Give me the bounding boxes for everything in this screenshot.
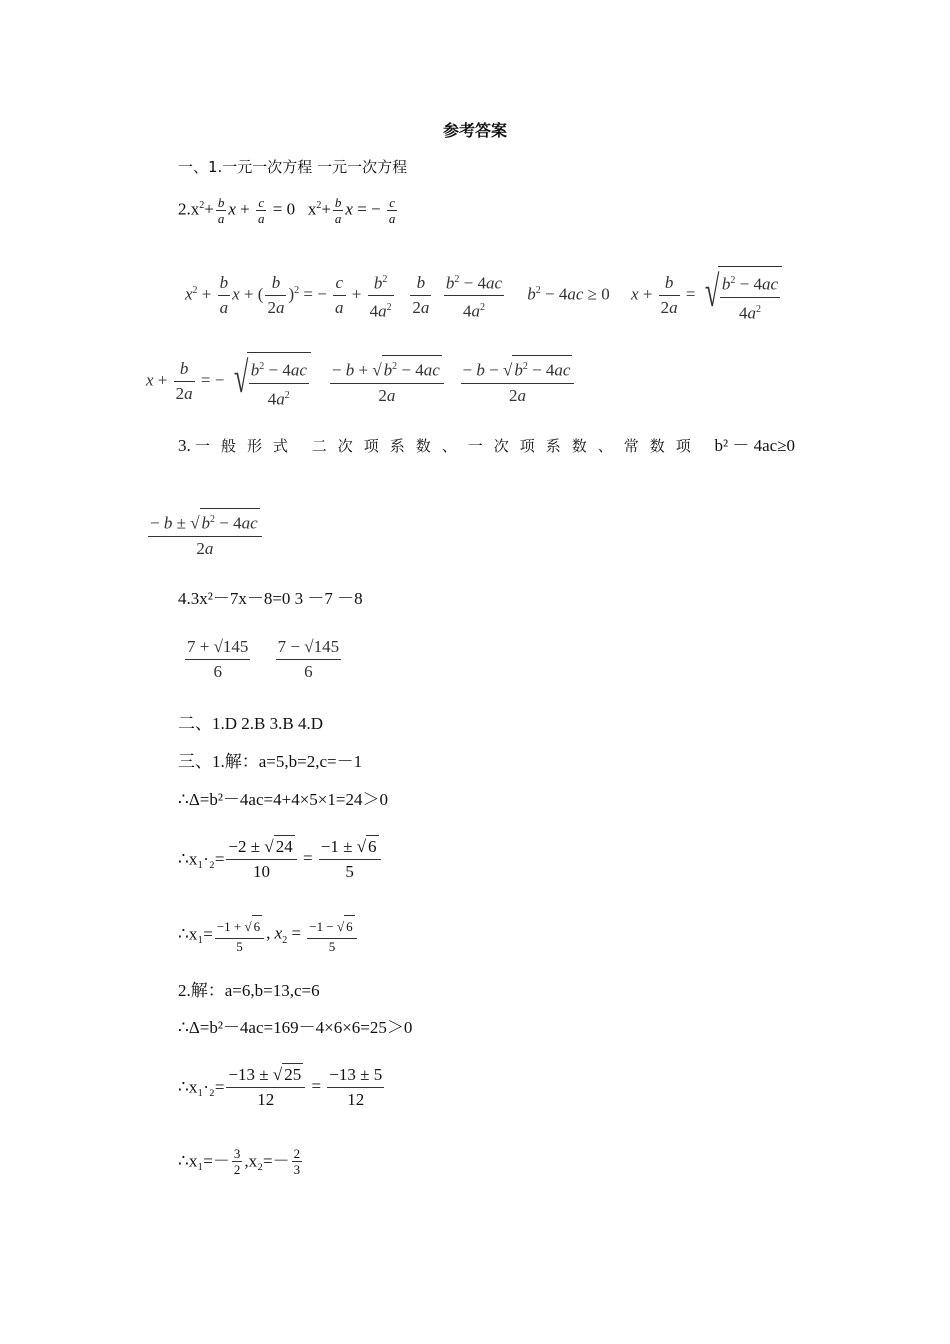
answer-1-2-eq1: $2.x^2+$ $\frac{b}{a}$ x + $\frac{c}{a}$ = 0 $x^2+$ $\frac{b}{a}$ x = − $\frac{c}{a}$ bbox=[178, 195, 396, 227]
answer-1-3-label: 3. bbox=[178, 436, 191, 455]
answer-1-3-text2: 二次项系数、一次项系数、常数项 bbox=[311, 437, 702, 455]
answer-3-2-x1-label: ∴x₁=－ bbox=[178, 1151, 230, 1171]
answer-3-1-intro: 三、1.解：a=5,b=2,c=－1 bbox=[178, 752, 363, 771]
page-title: 参考答案 bbox=[442, 121, 507, 140]
answer-3-2-result: ∴x₁=－ $\frac{3}{2}$ ,x₂=－ $\frac{2}{3}$ bbox=[178, 1146, 301, 1177]
answer-1-3-formula: $\frac{- b \pm √ b^2 - 4ac}{2a}$ bbox=[146, 508, 264, 561]
root-2-numerator: 7 − √145 bbox=[276, 635, 341, 660]
answer-2: 二、1.D 2.B 3.B 4.D bbox=[178, 714, 323, 733]
answer-3-1-roots: ∴x₁·₂= $\frac{-2 \pm √ 24}{10}$ = $\frac{-1 \pm √ 6}{5}$ bbox=[178, 835, 383, 884]
answer-3-2-x12-label: ∴x₁·₂= bbox=[178, 1077, 225, 1097]
answer-1-2-eq3: x + $\frac{b}{2a}$ = − √ $\frac{b^2 - 4ac}{4a^2}$ $\frac{- b + √ b^2 - 4ac}{2a}$ $\frac{- b - √ b^2 - 4ac}{2a}$ bbox=[146, 352, 576, 411]
answer-3-2-delta: ∴Δ=b²－4ac=169－4×6×6=25＞0 bbox=[178, 1018, 413, 1037]
answer-1-2-label: 2. bbox=[178, 199, 191, 219]
answer-1-3 bbox=[178, 435, 795, 457]
answer-1-3-text1: 一般形式 bbox=[195, 437, 300, 455]
answer-3-2-intro: 2.解：a=6,b=13,c=6 bbox=[178, 981, 320, 1000]
root-2-denominator: 6 bbox=[304, 662, 313, 681]
answer-1-2-eq2: $x^2$ + $\frac{b}{a}$ x + ( $\frac{b}{2a}$ )$^2$ = − $\frac{c}{a}$ + $\frac{b^2}{4a^2}$ $\frac{b}{2a}$ $\frac{b^2 - 4ac}{4a^2}$ $b^2 - 4ac \ge 0$ x + $\frac{b}{2a}$ = √ $\frac{b^2 - 4ac}{4a^2}$ bbox=[185, 266, 782, 325]
answer-3-2-roots: ∴x₁·₂= $\frac{-13 \pm √ 25}{12}$ = $\frac{-13 \pm 5}{12}$ bbox=[178, 1065, 383, 1109]
answer-3-1-result: ∴x₁= $\frac{-1 + √ 6}{5}$ , $x_2$ = $\frac{-1 - √ 6}{5}$ bbox=[178, 915, 359, 954]
answer-1-4: 4.3x²－7x－8=0 3 －7 －8 bbox=[178, 589, 363, 608]
answer-1-4-roots bbox=[183, 635, 343, 684]
answer-3-1-x12-label: ∴x₁·₂= bbox=[178, 849, 225, 869]
root-1-numerator: 7 + √145 bbox=[185, 635, 250, 660]
answer-1-3-condition: b² － 4ac≥0 bbox=[714, 436, 796, 455]
answer-3-1-x1-label: ∴x₁= bbox=[178, 924, 213, 944]
answer-1-1: 一、1.一元一次方程 一元一次方程 bbox=[178, 158, 408, 176]
answer-3-1-delta: ∴Δ=b²－4ac=4+4×5×1=24＞0 bbox=[178, 790, 388, 809]
answer-3-2-x2-label: ,x₂=－ bbox=[244, 1151, 290, 1171]
root-1-denominator: 6 bbox=[213, 662, 222, 681]
